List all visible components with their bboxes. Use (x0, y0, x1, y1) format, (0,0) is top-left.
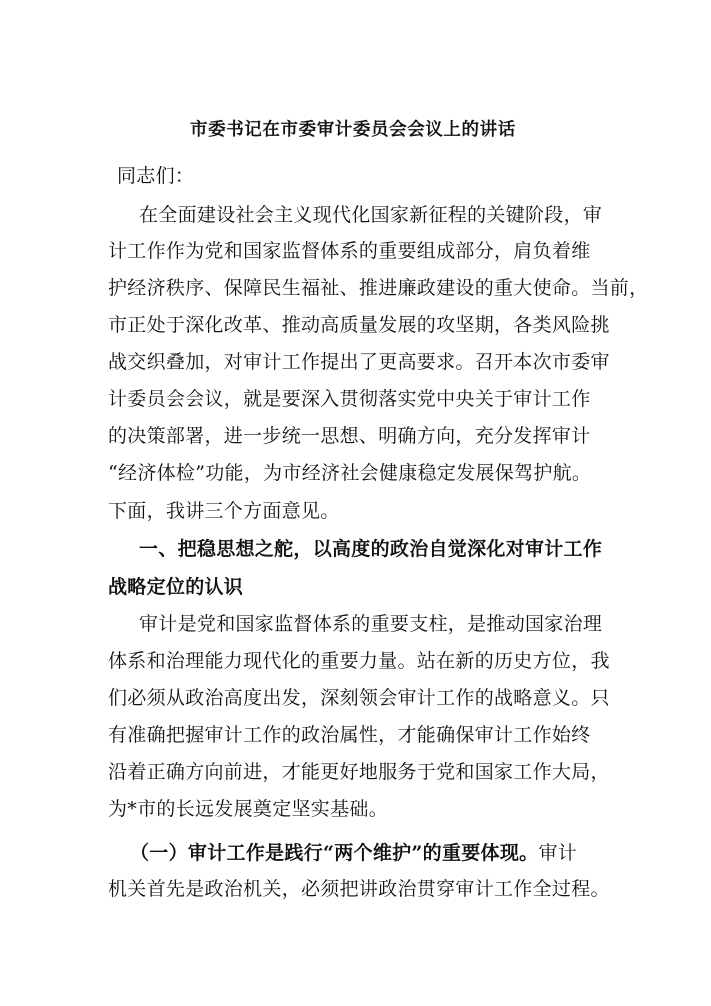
section-heading: 一、把稳思想之舵，以高度的政治自觉深化对审计工作 (139, 538, 603, 560)
section-body-line: 沿着正确方向前进，才能更好地服务于党和国家工作大局， (108, 761, 610, 783)
intro-line: 的决策部署，进一步统一思想、明确方向，充分发挥审计 (108, 425, 591, 447)
intro-line: 市正处于深化改革、推动高质量发展的攻坚期，各类风险挑 (108, 314, 610, 336)
subsection-body-line: 机关首先是政治机关，必须把讲政治贯穿审计工作全过程。 (108, 878, 610, 900)
subsection-paragraph (130, 841, 577, 865)
intro-line: “经济体检”功能，为市经济社会健康稳定发展保驾护航。 (108, 462, 592, 484)
section-heading: 战略定位的认识 (108, 576, 244, 598)
subsection-tail-text: 审计 (538, 842, 578, 864)
subsection-heading: （一）审计工作是践行“两个维护”的重要体现。 (130, 842, 539, 864)
intro-line: 在全面建设社会主义现代化国家新征程的关键阶段，审 (139, 204, 603, 226)
intro-line: 护经济秩序、保障民生福祉、推进廉政建设的重大使命。当前， (108, 277, 649, 299)
section-body-line: 有准确把握审计工作的政治属性，才能确保审计工作始终 (108, 724, 591, 746)
section-body-line: 为*市的长远发展奠定坚实基础。 (108, 798, 389, 820)
salutation: 同志们： (117, 165, 195, 187)
intro-line: 下面，我讲三个方面意见。 (108, 500, 340, 522)
section-body-line: 体系和治理能力现代化的重要力量。站在新的历史方位，我 (108, 650, 610, 672)
section-body-line: 们必须从政治高度出发，深刻领会审计工作的战略意义。只 (108, 687, 610, 709)
document-title: 市委书记在市委审计委员会会议上的讲话 (190, 120, 516, 140)
intro-line: 战交织叠加，对审计工作提出了更高要求。召开本次市委审 (108, 351, 610, 373)
intro-line: 计委员会会议，就是要深入贯彻落实党中央关于审计工作 (108, 388, 591, 410)
section-body-line: 审计是党和国家监督体系的重要支柱，是推动国家治理 (139, 613, 603, 635)
intro-line: 计工作作为党和国家监督体系的重要组成部分，肩负着维 (108, 240, 591, 262)
